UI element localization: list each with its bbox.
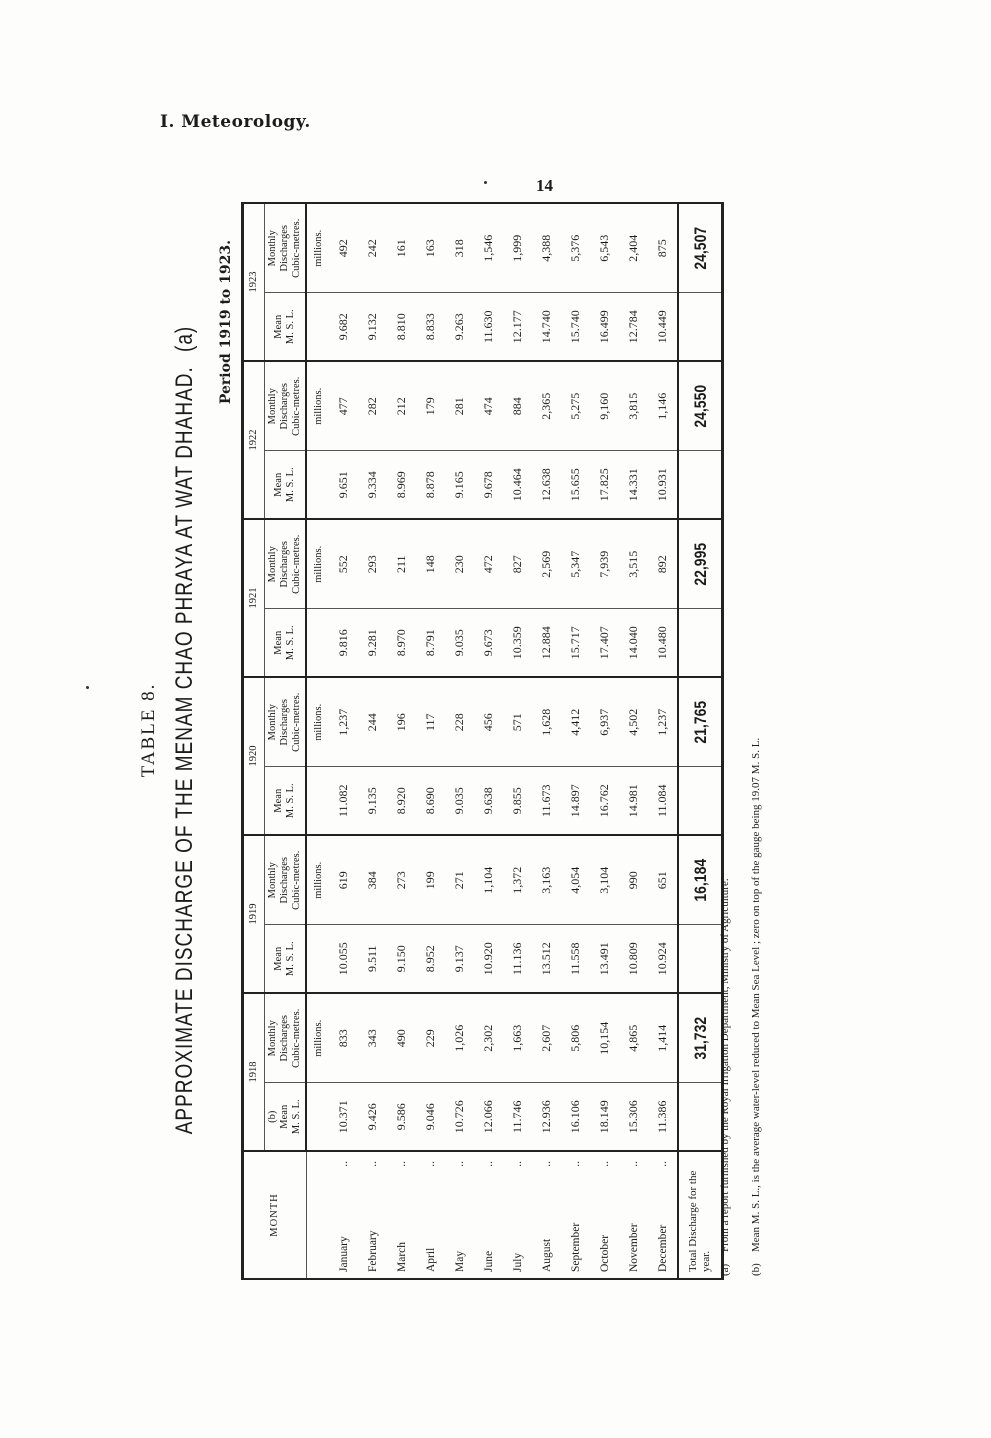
header-line: M. S. L. (285, 309, 296, 345)
mean-msl-cell: 16.499 (590, 293, 619, 361)
discharge-cell: 4,412 (561, 677, 590, 767)
monthly-discharge-header (265, 361, 307, 451)
header-line: Discharges (279, 857, 290, 904)
discharge-cell: 1,237 (648, 677, 678, 767)
discharge-table (241, 202, 724, 1280)
discharge-cell: 552 (329, 519, 358, 609)
header-line: M. S. L. (291, 1099, 302, 1135)
discharge-cell: 5,376 (561, 203, 590, 293)
discharge-cell: 1,104 (474, 835, 503, 925)
header-line: Monthly (267, 704, 278, 741)
table-row (590, 203, 619, 1279)
header-line: Cubic-metres. (291, 692, 302, 752)
leader-dots: .. (598, 1161, 611, 1167)
mean-msl-cell: 15.655 (561, 451, 590, 519)
discharge-cell: 384 (358, 835, 387, 925)
total-discharge-value: 21,765 (674, 677, 727, 767)
discharge-cell: 199 (416, 835, 445, 925)
month-name: July (511, 1252, 524, 1272)
units-spacer (306, 925, 329, 993)
mean-msl-cell: 9.132 (358, 293, 387, 361)
discharge-cell: 4,865 (619, 993, 648, 1083)
leader-dots: .. (656, 1161, 669, 1167)
table-row (329, 203, 358, 1279)
total-spacer (678, 609, 723, 677)
header-line: M. S. L. (285, 941, 296, 977)
year-header: 1919 (243, 835, 265, 993)
monthly-discharge-header (265, 677, 307, 767)
discharge-cell: 343 (358, 993, 387, 1083)
leader-dots: .. (424, 1161, 437, 1167)
discharge-cell: 273 (387, 835, 416, 925)
header-line: Mean (279, 1104, 290, 1129)
discharge-cell: 5,347 (561, 519, 590, 609)
discharge-cell: 3,515 (619, 519, 648, 609)
mean-msl-cell: 8.833 (416, 293, 445, 361)
section-heading (160, 112, 311, 132)
mean-msl-cell: 10.359 (503, 609, 532, 677)
footnote-text: Mean M. S. L., is the average water-level reduced to Mean Sea Level ; zero on top of the gauge being 19.07 M. S. L. (750, 737, 762, 1252)
mean-msl-cell: 12.177 (503, 293, 532, 361)
mean-msl-cell: 9.135 (358, 767, 387, 835)
mean-msl-cell: 15.740 (561, 293, 590, 361)
mean-msl-cell: 14.981 (619, 767, 648, 835)
monthly-discharge-header (265, 519, 307, 609)
discharge-cell: 456 (474, 677, 503, 767)
year-header-row (243, 203, 265, 1279)
discharge-cell: 179 (416, 361, 445, 451)
mean-msl-cell: 10.924 (648, 925, 678, 993)
month-cell (503, 1151, 532, 1279)
discharge-cell: 271 (445, 835, 474, 925)
mean-msl-cell: 8.690 (416, 767, 445, 835)
discharge-cell: 6,543 (590, 203, 619, 293)
discharge-cell: 5,806 (561, 993, 590, 1083)
units-spacer (306, 293, 329, 361)
month-cell (329, 1151, 358, 1279)
month-cell (358, 1151, 387, 1279)
discharge-cell: 2,607 (532, 993, 561, 1083)
mean-msl-cell: 15.306 (619, 1083, 648, 1151)
header-line: Monthly (267, 546, 278, 583)
table-row (416, 203, 445, 1279)
total-spacer (678, 1083, 723, 1151)
discharge-cell: 3,163 (532, 835, 561, 925)
month-name: March (395, 1241, 408, 1272)
table-row (358, 203, 387, 1279)
discharge-cell: 4,388 (532, 203, 561, 293)
header-line: Monthly (267, 230, 278, 267)
mean-msl-cell: 10.371 (329, 1083, 358, 1151)
discharge-cell: 3,815 (619, 361, 648, 451)
discharge-cell: 490 (387, 993, 416, 1083)
month-cell (561, 1151, 590, 1279)
footnote-mark: (b) (750, 1263, 762, 1276)
monthly-discharge-header (265, 993, 307, 1083)
mean-msl-cell: 12.936 (532, 1083, 561, 1151)
discharge-cell: 282 (358, 361, 387, 451)
discharge-cell: 619 (329, 835, 358, 925)
total-spacer (678, 451, 723, 519)
month-name: October (598, 1234, 611, 1272)
discharge-cell: 7,939 (590, 519, 619, 609)
mean-msl-cell: 9.046 (416, 1083, 445, 1151)
month-cell (445, 1151, 474, 1279)
month-name: June (482, 1250, 495, 1272)
print-speck (86, 686, 89, 689)
discharge-cell: 10,154 (590, 993, 619, 1083)
month-cell (474, 1151, 503, 1279)
discharge-cell: 1,146 (648, 361, 678, 451)
leader-dots: .. (627, 1161, 640, 1167)
mean-msl-cell: 9.678 (474, 451, 503, 519)
mean-msl-cell: 10.809 (619, 925, 648, 993)
discharge-cell: 281 (445, 361, 474, 451)
rotated-table-area (138, 170, 803, 1290)
discharge-cell: 2,404 (619, 203, 648, 293)
units-label: millions. (306, 835, 329, 925)
header-line: Cubic-metres. (291, 218, 302, 278)
discharge-cell: 833 (329, 993, 358, 1083)
year-header: 1922 (243, 361, 265, 519)
units-label: millions. (306, 993, 329, 1083)
mean-msl-cell: 11.746 (503, 1083, 532, 1151)
leader-dots: .. (366, 1161, 379, 1167)
discharge-cell: 244 (358, 677, 387, 767)
month-cell (387, 1151, 416, 1279)
units-label: millions. (306, 203, 329, 293)
mean-msl-header (265, 293, 307, 361)
total-discharge-value: 22,995 (674, 519, 727, 609)
discharge-cell: 1,628 (532, 677, 561, 767)
mean-msl-cell: 8.970 (387, 609, 416, 677)
month-cell (590, 1151, 619, 1279)
month-column-header: MONTH (243, 1151, 307, 1279)
header-line: Mean (273, 472, 284, 497)
mean-msl-cell: 14.740 (532, 293, 561, 361)
units-spacer (306, 451, 329, 519)
table-row (474, 203, 503, 1279)
mean-msl-header (265, 451, 307, 519)
units-label: millions. (306, 519, 329, 609)
discharge-cell: 4,054 (561, 835, 590, 925)
header-line: Discharges (279, 383, 290, 430)
header-line: Discharges (279, 1015, 290, 1062)
mean-msl-header (265, 609, 307, 677)
mean-msl-cell: 14.897 (561, 767, 590, 835)
discharge-cell: 117 (416, 677, 445, 767)
units-spacer (306, 1083, 329, 1151)
total-discharge-value: 24,507 (674, 203, 727, 293)
mean-msl-header (265, 1083, 307, 1151)
units-row (306, 203, 329, 1279)
year-header: 1921 (243, 519, 265, 677)
table-row (619, 203, 648, 1279)
discharge-cell: 651 (648, 835, 678, 925)
mean-msl-cell: 11.136 (503, 925, 532, 993)
header-line: Mean (273, 630, 284, 655)
table-row (503, 203, 532, 1279)
total-spacer (678, 293, 723, 361)
mean-msl-cell: 9.511 (358, 925, 387, 993)
discharge-cell: 9,160 (590, 361, 619, 451)
mean-msl-cell: 16.762 (590, 767, 619, 835)
mean-msl-cell: 10.726 (445, 1083, 474, 1151)
table-title-note: (a) (172, 325, 199, 352)
mean-msl-cell: 11.084 (648, 767, 678, 835)
mean-msl-cell: 8.969 (387, 451, 416, 519)
section-title: Meteorology. (181, 112, 311, 132)
total-spacer (678, 925, 723, 993)
mean-msl-cell: 9.586 (387, 1083, 416, 1151)
mean-msl-cell: 9.281 (358, 609, 387, 677)
total-label: Total Discharge for the year. (678, 1151, 723, 1279)
mean-msl-cell: 14.331 (619, 451, 648, 519)
header-line: M. S. L. (285, 783, 296, 819)
discharge-cell: 1,663 (503, 993, 532, 1083)
mean-msl-cell: 17.825 (590, 451, 619, 519)
discharge-cell: 2,302 (474, 993, 503, 1083)
header-line: Monthly (267, 1020, 278, 1057)
discharge-cell: 1,026 (445, 993, 474, 1083)
mean-msl-cell: 9.426 (358, 1083, 387, 1151)
month-name: May (453, 1250, 466, 1272)
mean-msl-cell: 9.638 (474, 767, 503, 835)
discharge-cell: 161 (387, 203, 416, 293)
units-spacer (306, 767, 329, 835)
footnote (749, 738, 764, 1276)
discharge-cell: 1,372 (503, 835, 532, 925)
mean-msl-header (265, 925, 307, 993)
month-name: November (627, 1223, 640, 1272)
discharge-cell: 472 (474, 519, 503, 609)
header-line: Cubic-metres. (291, 850, 302, 910)
mean-msl-cell: 15.717 (561, 609, 590, 677)
mean-msl-cell: 11.386 (648, 1083, 678, 1151)
discharge-cell: 1,546 (474, 203, 503, 293)
units-spacer (306, 1151, 329, 1279)
month-cell (619, 1151, 648, 1279)
mean-msl-cell: 11.082 (329, 767, 358, 835)
discharge-cell: 212 (387, 361, 416, 451)
mean-msl-cell: 9.137 (445, 925, 474, 993)
month-cell (648, 1151, 678, 1279)
total-discharge-value: 31,732 (674, 993, 727, 1083)
mean-msl-cell: 9.150 (387, 925, 416, 993)
footnotes (718, 738, 780, 1276)
discharge-cell: 4,502 (619, 677, 648, 767)
month-name: August (540, 1238, 553, 1272)
mean-msl-cell: 11.558 (561, 925, 590, 993)
mean-msl-cell: 17.407 (590, 609, 619, 677)
leader-dots: .. (395, 1161, 408, 1167)
mean-msl-cell: 10.931 (648, 451, 678, 519)
header-line: Cubic-metres. (291, 534, 302, 594)
discharge-cell: 3,104 (590, 835, 619, 925)
header-line: Mean (273, 314, 284, 339)
discharge-cell: 875 (648, 203, 678, 293)
mean-msl-cell: 10.055 (329, 925, 358, 993)
leader-dots: .. (569, 1161, 582, 1167)
mean-msl-cell: 10.920 (474, 925, 503, 993)
mean-msl-cell: 12.638 (532, 451, 561, 519)
header-line: Mean (273, 946, 284, 971)
mean-msl-cell: 8.878 (416, 451, 445, 519)
leader-dots: .. (540, 1161, 553, 1167)
discharge-cell: 477 (329, 361, 358, 451)
mean-msl-cell: 9.263 (445, 293, 474, 361)
mean-msl-cell: 9.651 (329, 451, 358, 519)
mean-msl-cell: 8.952 (416, 925, 445, 993)
mean-msl-cell: 12.884 (532, 609, 561, 677)
mean-msl-cell: 11.673 (532, 767, 561, 835)
header-line: M. S. L. (285, 467, 296, 503)
discharge-cell: 1,414 (648, 993, 678, 1083)
discharge-cell: 892 (648, 519, 678, 609)
year-header: 1918 (243, 993, 265, 1151)
discharge-cell: 228 (445, 677, 474, 767)
mean-msl-cell: 10.464 (503, 451, 532, 519)
mean-msl-cell: 16.106 (561, 1083, 590, 1151)
mean-msl-cell: 8.920 (387, 767, 416, 835)
year-header: 1923 (243, 203, 265, 361)
header-line: Mean (273, 788, 284, 813)
discharge-cell: 318 (445, 203, 474, 293)
table-row (387, 203, 416, 1279)
table-row (445, 203, 474, 1279)
mean-msl-cell: 10.480 (648, 609, 678, 677)
table-label: TABLE 8. (138, 682, 159, 778)
table-title (172, 170, 200, 1290)
mean-msl-cell: 18.149 (590, 1083, 619, 1151)
mean-msl-cell: 9.334 (358, 451, 387, 519)
discharge-cell: 229 (416, 993, 445, 1083)
year-header: 1920 (243, 677, 265, 835)
discharge-cell: 571 (503, 677, 532, 767)
month-name: January (337, 1236, 350, 1272)
section-number: I. (160, 112, 175, 132)
discharge-cell: 474 (474, 361, 503, 451)
month-name: February (366, 1230, 379, 1272)
total-discharge-value: 24,550 (674, 361, 727, 451)
units-spacer (306, 609, 329, 677)
discharge-cell: 2,569 (532, 519, 561, 609)
mean-msl-header (265, 767, 307, 835)
monthly-discharge-header (265, 835, 307, 925)
mean-msl-cell: 9.682 (329, 293, 358, 361)
sub-header-row (265, 203, 307, 1279)
discharge-cell: 827 (503, 519, 532, 609)
total-spacer (678, 767, 723, 835)
mean-msl-cell: 13.491 (590, 925, 619, 993)
month-name: April (424, 1247, 437, 1272)
leader-dots: .. (453, 1161, 466, 1167)
month-name: December (656, 1224, 669, 1272)
page-number: 14 (536, 176, 553, 195)
mean-msl-cell: 9.165 (445, 451, 474, 519)
header-line: Discharges (279, 225, 290, 272)
discharge-cell: 492 (329, 203, 358, 293)
discharge-cell: 293 (358, 519, 387, 609)
mean-msl-cell: 12.784 (619, 293, 648, 361)
mean-msl-cell: 9.673 (474, 609, 503, 677)
mean-msl-cell: 8.791 (416, 609, 445, 677)
period-label: Period 1919 to 1923. (218, 240, 234, 405)
header-line: Cubic-metres. (291, 1008, 302, 1068)
mean-msl-cell: 14.040 (619, 609, 648, 677)
discharge-cell: 242 (358, 203, 387, 293)
total-row (678, 203, 723, 1279)
header-line: Discharges (279, 699, 290, 746)
discharge-cell: 2,365 (532, 361, 561, 451)
header-line: Cubic-metres. (291, 376, 302, 436)
units-label: millions. (306, 361, 329, 451)
header-line: Monthly (267, 862, 278, 899)
footnote (718, 738, 733, 1276)
units-label: millions. (306, 677, 329, 767)
mean-msl-cell: 12.066 (474, 1083, 503, 1151)
discharge-cell: 1,999 (503, 203, 532, 293)
header-line: Discharges (279, 541, 290, 588)
discharge-cell: 884 (503, 361, 532, 451)
leader-dots: .. (482, 1161, 495, 1167)
leader-dots: .. (337, 1161, 350, 1167)
mean-msl-cell: 8.810 (387, 293, 416, 361)
mean-msl-cell: 9.855 (503, 767, 532, 835)
discharge-cell: 990 (619, 835, 648, 925)
discharge-cell: 148 (416, 519, 445, 609)
discharge-cell: 1,237 (329, 677, 358, 767)
month-cell (416, 1151, 445, 1279)
discharge-cell: 163 (416, 203, 445, 293)
mean-msl-cell: 9.035 (445, 767, 474, 835)
header-line: M. S. L. (285, 625, 296, 661)
discharge-cell: 6,937 (590, 677, 619, 767)
table-row (561, 203, 590, 1279)
footnote-mark: (a) (719, 1263, 731, 1276)
table-row (532, 203, 561, 1279)
monthly-discharge-header (265, 203, 307, 293)
mean-msl-cell: 9.816 (329, 609, 358, 677)
month-cell (532, 1151, 561, 1279)
header-line: Monthly (267, 388, 278, 425)
mean-msl-cell: 10.449 (648, 293, 678, 361)
month-name: September (569, 1222, 582, 1272)
footnote-text: From a report furnished by the Royal Irrigation Department, Ministry of Agriculture. (719, 878, 731, 1252)
mean-msl-cell: 13.512 (532, 925, 561, 993)
discharge-cell: 5,275 (561, 361, 590, 451)
mean-msl-cell: 11.630 (474, 293, 503, 361)
discharge-cell: 196 (387, 677, 416, 767)
header-line: (b) (267, 1110, 278, 1123)
table-title-text: APPROXIMATE DISCHARGE OF THE MENAM CHAO PHRAYA AT WAT DHAHAD. (172, 366, 199, 1135)
discharge-cell: 211 (387, 519, 416, 609)
mean-msl-cell: 9.035 (445, 609, 474, 677)
discharge-cell: 230 (445, 519, 474, 609)
leader-dots: .. (511, 1161, 524, 1167)
total-discharge-value: 16,184 (674, 835, 727, 925)
